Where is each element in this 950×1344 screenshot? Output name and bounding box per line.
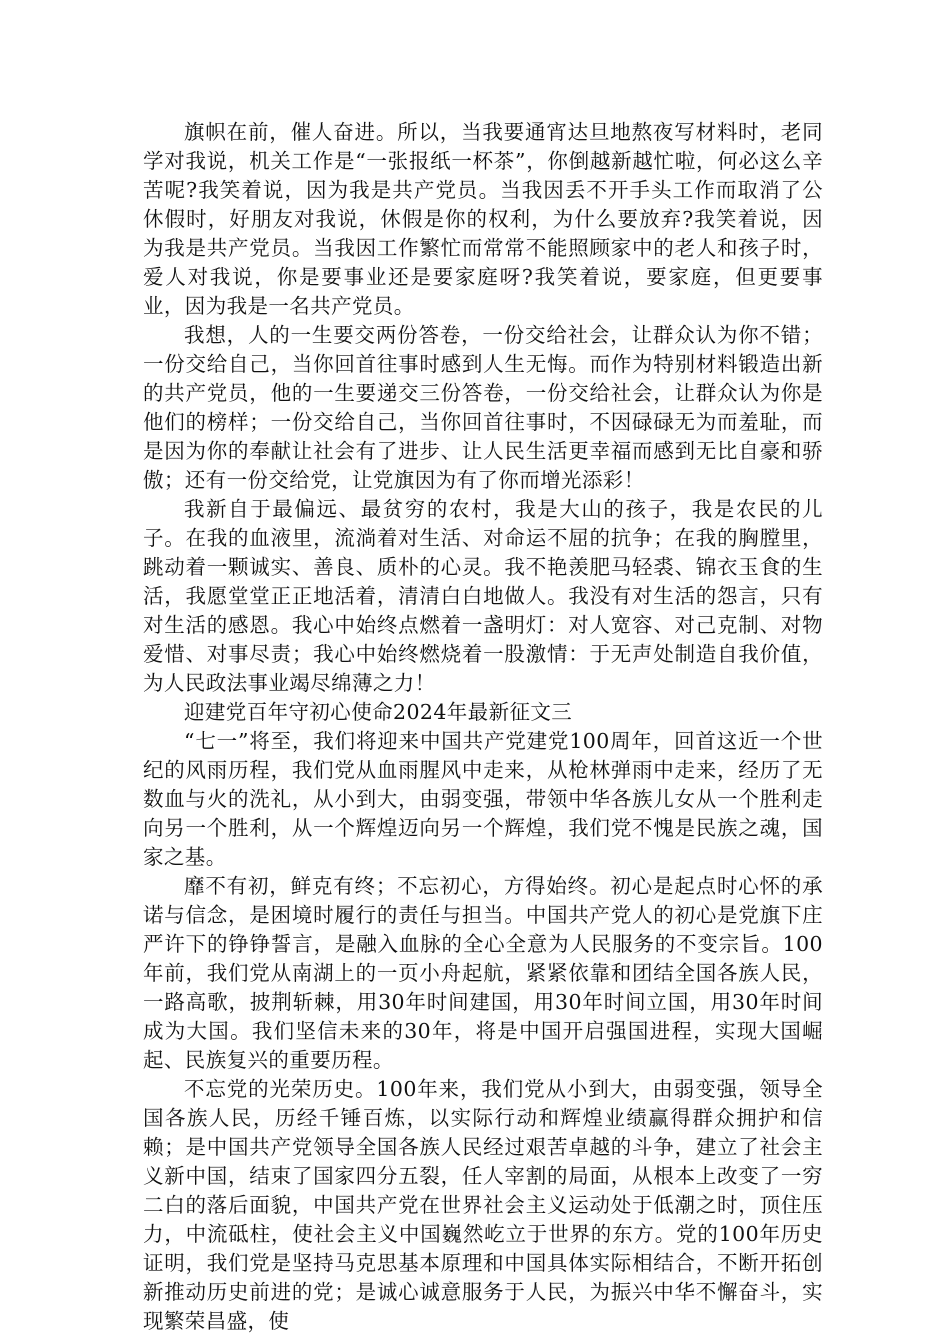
body-paragraph: “七一”将至，我们将迎来中国共产党建党100周年，回首这近一个世纪的风雨历程，我们党从血雨腥风中走来，从枪林弹雨中走来，经历了无数血与火的洗礼，从小到大，由弱变强，带领中华各族儿女从一个胜利走向另一个胜利，从一个辉煌迈向另一个辉煌，我们党不愧是民族之魂，国家之基。 <box>143 729 823 869</box>
body-paragraph: 旗帜在前，催人奋进。所以，当我要通宵达旦地熬夜写材料时，老同学对我说，机关工作是“一张报纸一杯茶”，你倒越新越忙啦，何必这么辛苦呢?我笑着说，因为我是共产党员。当我因丢不开手头工作而取消了公休假时，好朋友对我说，休假是你的权利，为什么要放弃?我笑着说，因为我是共产党员。当我因工作繁忙而常常不能照顾家中的老人和孩子时，爱人对我说，你是要事业还是要家庭呀?我笑着说，要家庭，但更要事业，因为我是一名共产党员。 <box>143 120 823 318</box>
body-paragraph: 我想，人的一生要交两份答卷，一份交给社会，让群众认为你不错；一份交给自己，当你回首往事时感到人生无悔。而作为特别材料锻造出新的共产党员，他的一生要递交三份答卷，一份交给社会，让群众认为你是他们的榜样；一份交给自己，当你回首往事时，不因碌碌无为而羞耻，而是因为你的奉献让社会有了进步、让人民生活更幸福而感到无比自豪和骄傲；还有一份交给党，让党旗因为有了你而增光添彩！ <box>143 323 823 492</box>
body-paragraph: 我新自于最偏远、最贫穷的农村，我是大山的孩子，我是农民的儿子。在我的血液里，流淌着对生活、对命运不屈的抗争；在我的胸膛里，跳动着一颗诚实、善良、质朴的心灵。我不艳羡肥马轻裘、锦衣玉食的生活，我愿堂堂正正地活着，清清白白地做人。我没有对生活的怨言，只有对生活的感恩。我心中始终点燃着一盏明灯：对人宽容、对己克制、对物爱惜、对事尽责；我心中始终燃烧着一股激情：于无声处制造自我价值，为人民政法事业竭尽绵薄之力！ <box>143 497 823 695</box>
section-title: 迎建党百年守初心使命2024年最新征文三 <box>184 700 573 724</box>
body-paragraph: 靡不有初，鲜克有终；不忘初心，方得始终。初心是起点时心怀的承诺与信念，是困境时履行的责任与担当。中国共产党人的初心是党旗下庄严许下的铮铮誓言，是融入血脉的全心全意为人民服务的不变宗旨。100年前，我们党从南湖上的一页小舟起航，紧紧依靠和团结全国各族人民，一路高歌，披荆斩棘，用30年时间建国，用30年时间立国，用30年时间成为大国。我们坚信未来的30年，将是中国开启强国进程，实现大国崛起、民族复兴的重要历程。 <box>143 874 823 1072</box>
body-paragraph: 不忘党的光荣历史。100年来，我们党从小到大，由弱变强，领导全国各族人民，历经千锤百炼，以实际行动和辉煌业绩赢得群众拥护和信赖；是中国共产党领导全国各族人民经过艰苦卓越的斗争，建立了社会主义新中国，结束了国家四分五裂，任人宰割的局面，从根本上改变了一穷二白的落后面貌，中国共产党在世界社会主义运动处于低潮之时，顶住压力，中流砥柱，使社会主义中国巍然屹立于世界的东方。党的100年历史证明，我们党是坚持马克思基本原理和中国具体实际相结合，不断开拓创新推动历史前进的党；是诚心诚意服务于人民，为振兴中华不懈奋斗，实现繁荣昌盛，使 <box>143 1077 823 1333</box>
document-page <box>143 118 823 1336</box>
